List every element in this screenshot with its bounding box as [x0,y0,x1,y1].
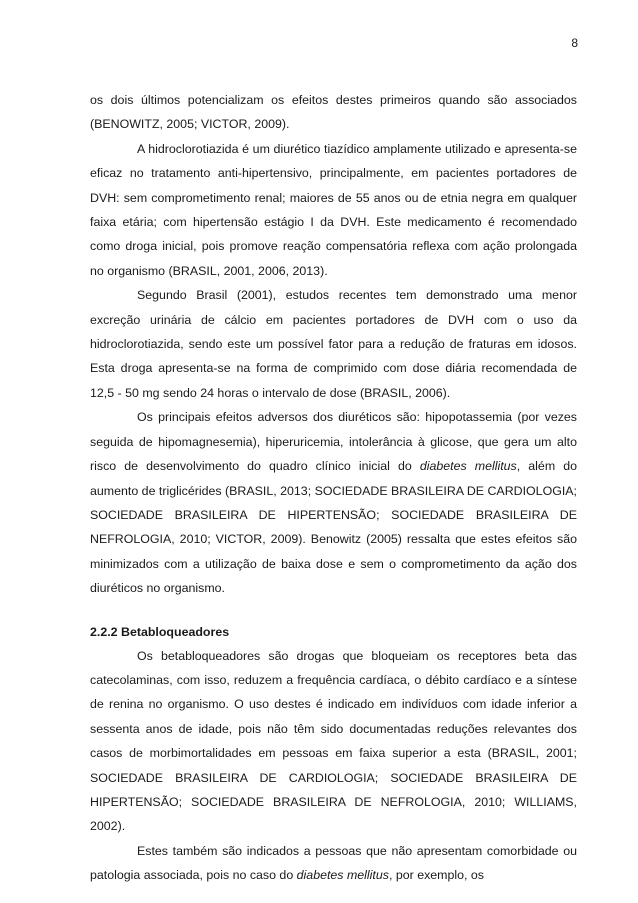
paragraph-brasil-2001: Segundo Brasil (2001), estudos recentes tem demonstrado uma menor excreção urinária de cálcio em pacientes portadores de DVH com o uso da hidroclorotiazida, sendo este um possível fator para a redução de fraturas em idosos. Esta droga apresenta-se na forma de comprimido com dose diária recomendada de 12,5 - 50 mg sendo 24 horas o intervalo de dose (BRASIL, 2006). [90,288,577,400]
indications-text-b: , por exemplo, os [388,868,484,883]
adverse-effects-text-a: Os principais efeitos adversos dos diuréticos são: hipopotassemia (por vezes seguida de hipomagnesemia), hiperuricemia, intolerância à glicose, que gera um alto risco de desenvolvimento do quadro clínico inicial do [90,410,577,474]
adverse-effects-italic-term: diabetes mellitus [419,459,517,474]
document-body [90,88,577,888]
adverse-effects-text-b: , além do aumento de triglicérides (BRASIL, 2013; SOCIEDADE BRASILEIRA DE CARDIOLOGIA; SOCIEDADE BRASILEIRA DE HIPERTENSÃO; SOCIEDADE BRASILEIRA DE NEFROLOGIA, 2010; VICTOR, 2009). Benowitz (2005) ressalta que estes efeitos são minimizados com a utilização de baixa dose e sem o comprometimento da ação dos diuréticos no organismo. [90,459,578,596]
paragraph-betablockers: Os betabloqueadores são drogas que bloqueiam os receptores beta das catecolaminas, com isso, reduzem a frequência cardíaca, o débito cardíaco e a síntese de renina no organismo. O uso destes é indicado em indivíduos com idade inferior a sessenta anos de idade, pois não têm sido documentadas reduções relevantes dos casos de morbimortalidades em pessoas em faixa superior a esta (BRASIL, 2001; SOCIEDADE BRASILEIRA DE CARDIOLOGIA; SOCIEDADE BRASILEIRA DE HIPERTENSÃO; SOCIEDADE BRASILEIRA DE NEFROLOGIA, 2010; WILLIAMS, 2002). [90,648,577,834]
paragraph-hydrochlorothiazide: A hidroclorotiazida é um diurético tiazídico amplamente utilizado e apresenta-se eficaz no tratamento anti-hipertensivo, principalmente, em pacientes portadores de DVH: sem comprometimento renal; maiores de 55 anos ou de etnia negra em qualquer faixa etária; com hipertensão estágio I da DVH. Este medicamento é recomendado como droga inicial, pois promove reação compensatória reflexa com ação prolongada no organismo (BRASIL, 2001, 2006, 2013). [90,141,577,278]
section-heading: 2.2.2 Betabloqueadores [90,624,230,639]
paragraph-continuation: os dois últimos potencializam os efeitos destes primeiros quando são associados (BENOWITZ, 2005; VICTOR, 2009). [90,93,577,132]
paragraph-adverse-effects [90,405,577,600]
indications-italic-term: diabetes mellitus [296,868,389,883]
indications-text-a: Estes também são indicados a pessoas que não apresentam comorbidade ou patologia associada, pois no caso do [90,843,577,883]
page-number: 8 [571,36,578,50]
paragraph-indications [90,839,577,888]
